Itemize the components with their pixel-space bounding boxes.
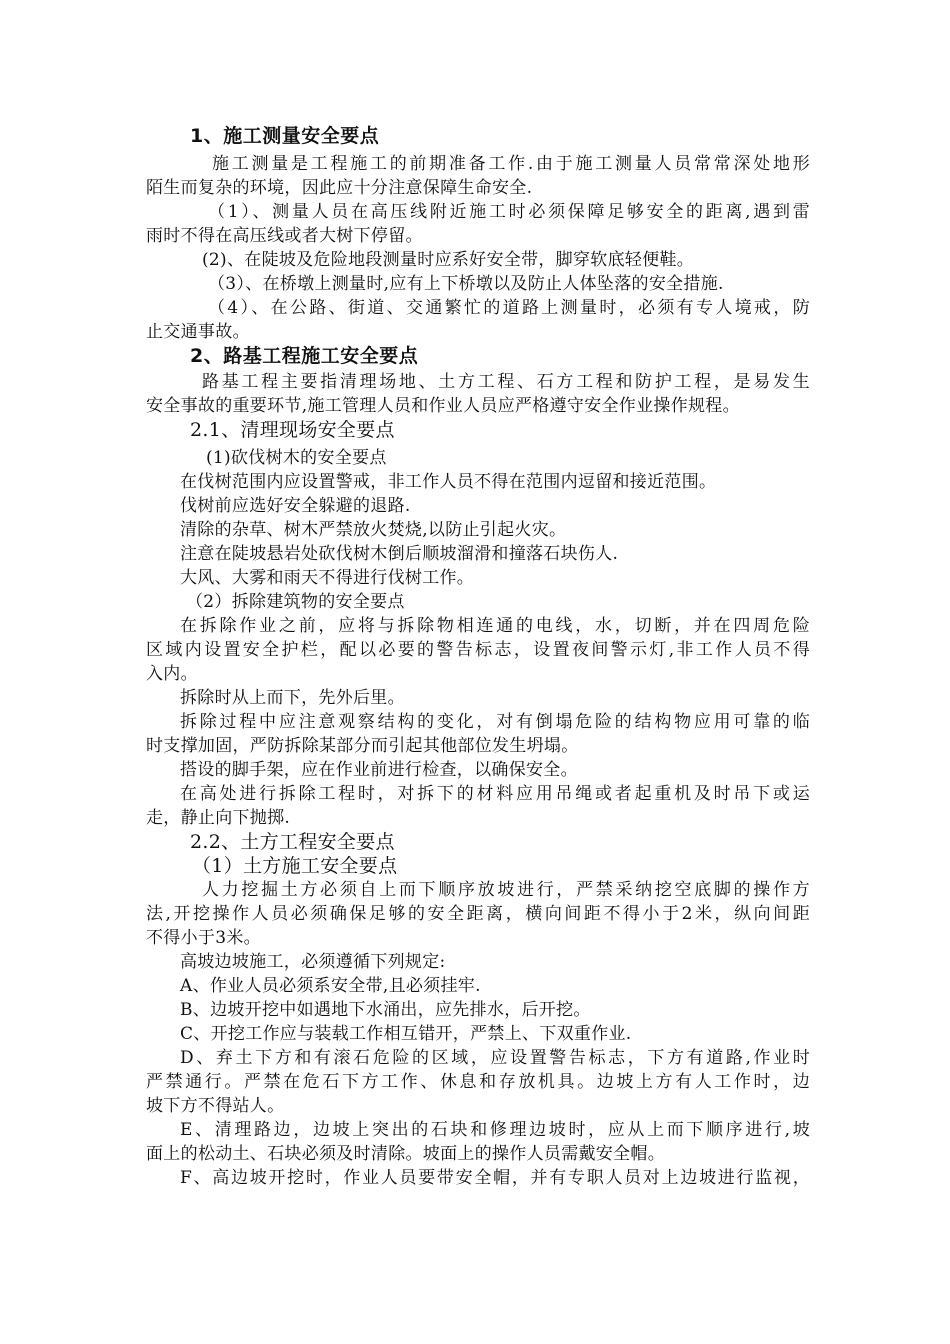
paragraph-line: 在伐树范围内应设置警戒，非工作人员不得在范围内逗留和接近范围。 (180, 472, 717, 492)
paragraph-line: 在高处进行拆除工程时，对拆下的材料应用吊绳或者起重机及时吊下或运 (180, 784, 810, 804)
paragraph-line: （4）、在公路、街道、交通繁忙的道路上测量时，必须有专人境戒，防 (208, 298, 810, 318)
section-heading: 1、施工测量安全要点 (190, 125, 380, 147)
paragraph-line: A、作业人员必须系安全带,且必须挂牢. (180, 976, 481, 996)
section-heading: 2.2、土方工程安全要点 (190, 831, 395, 853)
paragraph-line: (1)砍伐树木的安全要点 (206, 448, 387, 468)
paragraph-line: (2)、在陡坡及危险地段测量时应系好安全带，脚穿软底轻便鞋。 (202, 250, 695, 270)
section-heading: 2.1、清理现场安全要点 (190, 419, 395, 441)
paragraph-line: 面上的松动土、石块必须及时清除。坡面上的操作人员需戴安全帽。 (146, 1144, 665, 1164)
paragraph-line: 严禁通行。严禁在危石下方工作、休息和存放机具。边坡上方有人工作时，边 (146, 1072, 810, 1092)
paragraph-line: 止交通事故。 (146, 322, 250, 342)
paragraph-line: 在拆除作业之前，应将与拆除物相连通的电线，水，切断，并在四周危险 (180, 616, 810, 636)
paragraph-line: 区域内设置安全护栏，配以必要的警告标志，设置夜间警示灯,非工作人员不得 (146, 640, 810, 660)
paragraph-line: 走，静止向下抛掷. (146, 808, 291, 828)
paragraph-line: 大风、大雾和雨天不得进行伐树工作。 (180, 568, 475, 588)
paragraph-line: 雨时不得在高压线或者大树下停留。 (146, 226, 423, 246)
paragraph-line: 拆除时从上而下，先外后里。 (180, 688, 405, 708)
paragraph-line: B、边坡开挖中如遇地下水涌出，应先排水，后开挖。 (180, 1000, 591, 1020)
paragraph-line: 坡下方不得站人。 (146, 1096, 285, 1116)
paragraph-line: 拆除过程中应注意观察结构的变化，对有倒塌危险的结构物应用可靠的临 (180, 712, 810, 732)
section-heading: （1）土方施工安全要点 (192, 855, 398, 877)
paragraph-line: （3）、在桥墩上测量时,应有上下桥墩以及防止人体坠落的安全措施. (208, 274, 724, 294)
paragraph-line: 时支撑加固，严防拆除某部分而引起其他部位发生坍塌。 (146, 736, 579, 756)
paragraph-line: 路基工程主要指清理场地、土方工程、石方工程和防护工程，是易发生 (202, 372, 810, 392)
section-heading: 2、路基工程施工安全要点 (190, 345, 419, 367)
paragraph-line: C、开挖工作应与装载工作相互错开，严禁上、下双重作业. (180, 1024, 632, 1044)
paragraph-line: F、高边坡开挖时，作业人员要带安全帽，并有专职人员对上边坡进行监视， (180, 1168, 810, 1188)
paragraph-line: （2）拆除建筑物的安全要点 (186, 592, 405, 612)
paragraph-line: 伐树前应选好安全躲避的退路. (180, 496, 411, 516)
paragraph-line: E、清理路边，边坡上突出的石块和修理边坡时，应从上而下顺序进行,坡 (180, 1120, 810, 1140)
paragraph-line: 搭设的脚手架，应在作业前进行检查，以确保安全。 (180, 760, 578, 780)
paragraph-line: D、弃土下方和有滚石危险的区域，应设置警告标志，下方有道路,作业时 (180, 1048, 810, 1068)
paragraph-line: 清除的杂草、树木严禁放火焚烧,以防止引起火灾。 (180, 520, 567, 540)
paragraph-line: 法,开挖操作人员必须确保足够的安全距离，横向间距不得小于2米，纵向间距 (146, 904, 810, 924)
paragraph-line: 注意在陡坡悬岩处砍伐树木倒后顺坡溜滑和撞落石块伤人. (180, 544, 619, 564)
paragraph-line: 高坡边坡施工，必须遵循下列规定: (180, 952, 446, 972)
paragraph-line: （1）、测量人员在高压线附近施工时必须保障足够安全的距离,遇到雷 (208, 202, 810, 222)
paragraph-line: 人力挖掘土方必须自上而下顺序放坡进行，严禁采纳挖空底脚的操作方 (202, 880, 810, 900)
paragraph-line: 陌生而复杂的环境，因此应十分注意保障生命安全. (146, 178, 533, 198)
paragraph-line: 不得小于3米。 (146, 928, 261, 948)
paragraph-line: 施工测量是工程施工的前期准备工作.由于施工测量人员常常深处地形 (212, 154, 810, 174)
paragraph-line: 入内。 (146, 664, 198, 684)
paragraph-line: 安全事故的重要环节,施工管理人员和作业人员应严格遵守安全作业操作规程。 (146, 396, 740, 416)
